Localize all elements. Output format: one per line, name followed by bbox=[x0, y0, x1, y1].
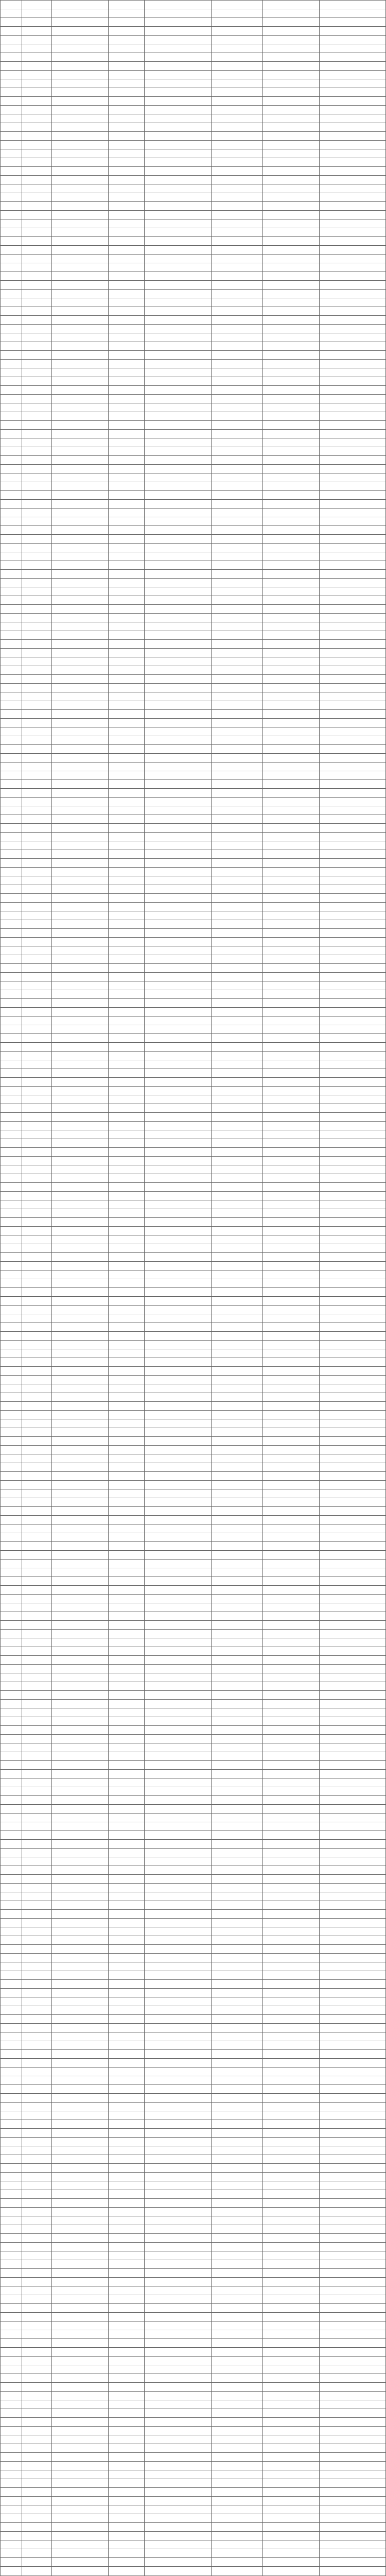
grid-hline bbox=[0, 254, 386, 255]
grid-hline bbox=[0, 2093, 386, 2094]
grid-hline bbox=[0, 1147, 386, 1148]
grid-hline bbox=[0, 490, 386, 491]
grid-hline bbox=[0, 1620, 386, 1621]
grid-hline bbox=[0, 1112, 386, 1113]
grid-hline bbox=[0, 2058, 386, 2059]
grid-hline bbox=[0, 2268, 386, 2269]
grid-hline bbox=[0, 359, 386, 360]
grid-hline bbox=[0, 236, 386, 237]
grid-hline bbox=[0, 394, 386, 395]
grid-hline bbox=[0, 534, 386, 535]
grid-hline bbox=[0, 788, 386, 789]
grid-hline bbox=[0, 1296, 386, 1297]
grid-vline bbox=[144, 0, 145, 2576]
grid-hline bbox=[0, 1086, 386, 1087]
grid-hline bbox=[0, 1594, 386, 1595]
grid-hline bbox=[0, 1699, 386, 1700]
grid-hline bbox=[0, 2128, 386, 2129]
grid-hline bbox=[0, 648, 386, 649]
grid-hline bbox=[0, 1979, 386, 1980]
grid-hline bbox=[0, 1559, 386, 1560]
grid-vline bbox=[108, 0, 109, 2576]
grid-hline bbox=[0, 2496, 386, 2497]
grid-hline bbox=[0, 35, 386, 36]
grid-hline bbox=[0, 1375, 386, 1376]
grid-hline bbox=[0, 140, 386, 141]
grid-hline bbox=[0, 1033, 386, 1034]
grid-hline bbox=[0, 1007, 386, 1008]
grid-hline bbox=[0, 928, 386, 929]
grid-hline bbox=[0, 429, 386, 430]
grid-hline bbox=[0, 797, 386, 798]
grid-hline bbox=[0, 2391, 386, 2392]
grid-hline bbox=[0, 902, 386, 903]
grid-hline bbox=[0, 2417, 386, 2418]
grid-hline bbox=[0, 2338, 386, 2339]
grid-hline bbox=[0, 1550, 386, 1551]
grid-hline bbox=[0, 1261, 386, 1262]
grid-hline bbox=[0, 893, 386, 894]
grid-hline bbox=[0, 744, 386, 745]
grid-hline bbox=[0, 1760, 386, 1761]
grid-hline bbox=[0, 2242, 386, 2243]
grid-hline bbox=[0, 1944, 386, 1945]
grid-hline bbox=[0, 832, 386, 833]
grid-hline bbox=[0, 639, 386, 640]
grid-hline bbox=[0, 2172, 386, 2173]
grid-hline bbox=[0, 937, 386, 938]
grid-hline bbox=[0, 280, 386, 281]
grid-hline bbox=[0, 867, 386, 868]
grid-hline bbox=[0, 753, 386, 754]
grid-hline bbox=[0, 543, 386, 544]
grid-hline bbox=[0, 2014, 386, 2015]
grid-hline bbox=[0, 2023, 386, 2024]
grid-hline bbox=[0, 1585, 386, 1586]
grid-hline bbox=[0, 385, 386, 386]
grid-hline bbox=[0, 1734, 386, 1735]
grid-hline bbox=[0, 175, 386, 176]
grid-hline bbox=[0, 1953, 386, 1954]
grid-hline bbox=[0, 2084, 386, 2085]
grid-vline bbox=[211, 0, 212, 2576]
grid-hline bbox=[0, 1077, 386, 1078]
grid-hline bbox=[0, 245, 386, 246]
grid-hline bbox=[0, 998, 386, 999]
grid-hline bbox=[0, 1874, 386, 1875]
grid-hline bbox=[0, 2487, 386, 2488]
grid-hline bbox=[0, 1226, 386, 1227]
grid-hline bbox=[0, 350, 386, 351]
grid-hline bbox=[0, 2347, 386, 2348]
grid-hline bbox=[0, 858, 386, 859]
grid-hline bbox=[0, 2102, 386, 2103]
grid-hline bbox=[0, 2461, 386, 2462]
grid-hline bbox=[0, 2356, 386, 2357]
grid-hline bbox=[0, 61, 386, 62]
grid-hline bbox=[0, 508, 386, 509]
grid-hline bbox=[0, 674, 386, 675]
grid-hline bbox=[0, 823, 386, 824]
grid-hline bbox=[0, 2382, 386, 2383]
grid-hline bbox=[0, 569, 386, 570]
grid-hline bbox=[0, 1541, 386, 1542]
grid-hline bbox=[0, 1813, 386, 1814]
grid-hline bbox=[0, 1918, 386, 1919]
grid-hline bbox=[0, 1445, 386, 1446]
grid-hline bbox=[0, 455, 386, 456]
grid-hline bbox=[0, 166, 386, 167]
grid-hline bbox=[0, 2207, 386, 2208]
grid-hline bbox=[0, 1909, 386, 1910]
grid-hline bbox=[0, 2557, 386, 2558]
grid-vline bbox=[319, 0, 320, 2576]
grid-hline bbox=[0, 1217, 386, 1218]
grid-hline bbox=[0, 1480, 386, 1481]
grid-hline bbox=[0, 972, 386, 973]
grid-hline bbox=[0, 0, 386, 1]
grid-hline bbox=[0, 2522, 386, 2523]
grid-hline bbox=[0, 1051, 386, 1052]
grid-hline bbox=[0, 1410, 386, 1411]
grid-hline bbox=[0, 1366, 386, 1367]
grid-hline bbox=[0, 1182, 386, 1183]
grid-hline bbox=[0, 2312, 386, 2313]
grid-hline bbox=[0, 1655, 386, 1656]
grid-hline bbox=[0, 1305, 386, 1306]
grid-hline bbox=[0, 683, 386, 684]
grid-hline bbox=[0, 2531, 386, 2532]
grid-hline bbox=[0, 1401, 386, 1402]
grid-hline bbox=[0, 1471, 386, 1472]
grid-hline bbox=[0, 315, 386, 316]
grid-hline bbox=[0, 2198, 386, 2199]
grid-hline bbox=[0, 499, 386, 500]
grid-hline bbox=[0, 1839, 386, 1840]
grid-vline bbox=[51, 0, 52, 2576]
grid-hline bbox=[0, 2303, 386, 2304]
grid-hline bbox=[0, 2277, 386, 2278]
grid-hline bbox=[0, 2137, 386, 2138]
grid-hline bbox=[0, 1191, 386, 1192]
grid-hline bbox=[0, 1436, 386, 1437]
grid-hline bbox=[0, 613, 386, 614]
grid-vline bbox=[0, 0, 1, 2576]
grid-hline bbox=[0, 1804, 386, 1805]
grid-hline bbox=[0, 963, 386, 964]
grid-hline bbox=[0, 1988, 386, 1989]
grid-hline bbox=[0, 2566, 386, 2567]
grid-hline bbox=[0, 201, 386, 202]
grid-hline bbox=[0, 1725, 386, 1726]
grid-hline bbox=[0, 289, 386, 290]
grid-vline bbox=[262, 0, 263, 2576]
grid-hline bbox=[0, 105, 386, 106]
grid-hline bbox=[0, 2452, 386, 2453]
grid-hline bbox=[0, 1506, 386, 1507]
grid-hline bbox=[0, 420, 386, 421]
grid-hline bbox=[0, 1664, 386, 1665]
grid-hline bbox=[0, 1340, 386, 1341]
grid-hline bbox=[0, 1331, 386, 1332]
grid-hline bbox=[0, 1690, 386, 1691]
grid-hline bbox=[0, 2426, 386, 2427]
grid-hline bbox=[0, 709, 386, 710]
grid-hline bbox=[0, 1795, 386, 1796]
grid-hline bbox=[0, 70, 386, 71]
grid-hline bbox=[0, 718, 386, 719]
grid-hline bbox=[0, 1848, 386, 1849]
grid-hline bbox=[0, 1515, 386, 1516]
grid-hline bbox=[0, 324, 386, 325]
grid-hline bbox=[0, 1629, 386, 1630]
grid-hline bbox=[0, 779, 386, 780]
grid-hline bbox=[0, 1769, 386, 1770]
grid-hline bbox=[0, 2233, 386, 2234]
grid-hline bbox=[0, 464, 386, 465]
grid-hline bbox=[0, 1042, 386, 1043]
grid-hline bbox=[0, 578, 386, 579]
grid-hline bbox=[0, 1121, 386, 1122]
grid-hline bbox=[0, 2163, 386, 2164]
grid-hline bbox=[0, 2049, 386, 2050]
grid-hline bbox=[0, 96, 386, 97]
grid-hline bbox=[0, 1156, 386, 1157]
grid-hline bbox=[0, 131, 386, 132]
grid-hline bbox=[0, 604, 386, 605]
grid-hline bbox=[0, 210, 386, 211]
grid-hline bbox=[0, 1883, 386, 1884]
grid-hline bbox=[0, 1252, 386, 1253]
grid-hline bbox=[0, 1287, 386, 1288]
grid-hline bbox=[0, 26, 386, 27]
